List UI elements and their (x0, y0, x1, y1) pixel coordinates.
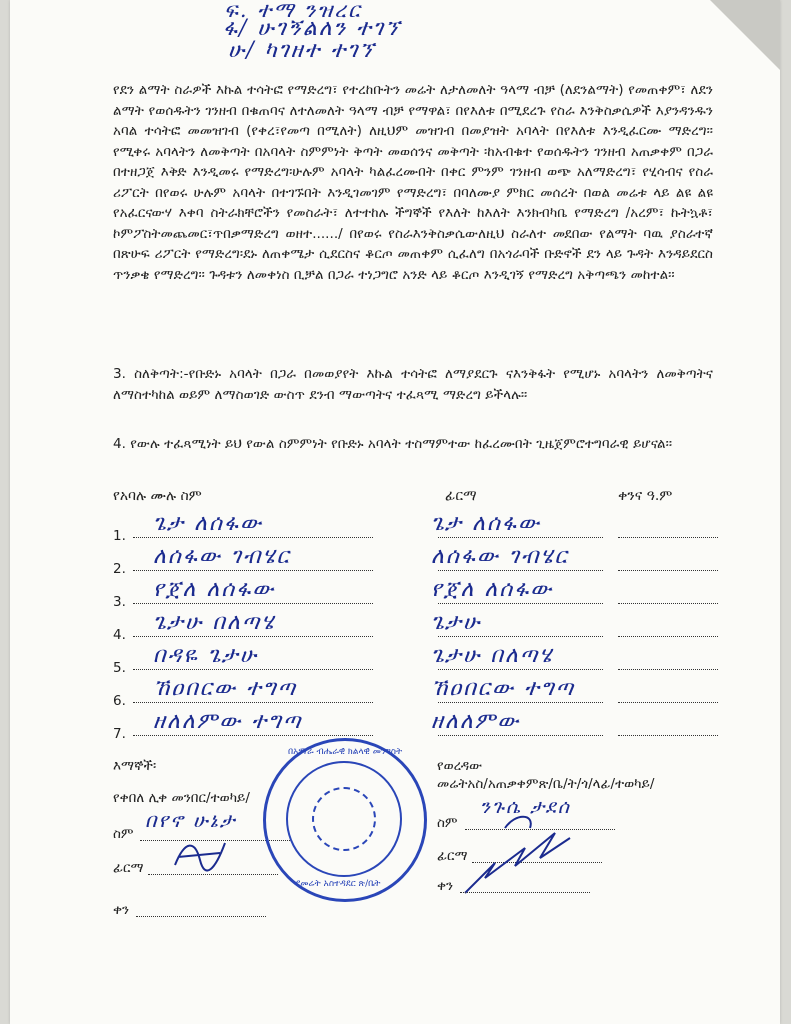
row-number: 7. (113, 726, 126, 742)
folded-corner (710, 0, 780, 70)
receiver-sign-label: ፊርማ (113, 860, 144, 876)
member-signature: የጀለ ለሰፋው (431, 577, 554, 602)
receiver-date-line (136, 916, 266, 917)
paragraph-text: 3. ስለቅጣት:-የቡድኑ አባላት በጋራ በመወያየት እኩል ተሳትፎ ለማያደርጉ ናእንቅፋት የሚሆኑ አባላትን ለመቅጣትና ለማስተካከል ወይም ለማስወገድ ውስጥ ደንብ ማውጣትና ተፈጻሚ ማድረግ ይችላሉ፡፡ (113, 366, 713, 403)
name-line (133, 636, 373, 637)
stamp-top-text: በአማራ ብሔራዊ ክልላዊ መንግስት (288, 747, 403, 757)
row-number: 5. (113, 660, 126, 676)
member-signature: ጌታ ለሰፋው (431, 511, 542, 536)
date-line (618, 603, 718, 604)
stamp-bottom-text: የመሬት አስተዳደር ጽ/ቤት (296, 879, 381, 889)
date-line (618, 537, 718, 538)
receiver-name-label: ስም (113, 826, 134, 842)
member-row (113, 577, 733, 611)
stamp-emblem-icon (312, 787, 376, 851)
name-line (133, 537, 373, 538)
signature-header: ፊርማ (445, 488, 477, 504)
row-number: 3. (113, 594, 126, 610)
receiver-date-label: ቀን (113, 902, 130, 918)
member-row (113, 709, 733, 743)
name-line (133, 570, 373, 571)
signature-line (438, 735, 603, 736)
date-line (618, 735, 718, 736)
signature-line (438, 636, 603, 637)
signature-line (438, 702, 603, 703)
woreda-name-handwriting: ንጉሴ ታደሰ (480, 796, 571, 818)
member-name-handwriting: ጌታ ለሰፋው (153, 511, 264, 536)
member-signature: ጌታሁ (431, 610, 482, 635)
row-number: 6. (113, 693, 126, 709)
paragraph-text: የደን ልማት ስራዎች እኩል ተሳትፎ የማድረግ፣ የተረከቡትን መሬት ለታለመለት ዓላማ ብቻ (ለደንልማት) የመጠቀም፣ ለደን ልማት የወሰዱትን ገንዘብ በቁጠባና ለተለመለት ዓላማ ብቻ የማዋል፣ በየእለቱ በሚደረጉ የስራ እንቅስቃሴዎች እያንዳንዱን አባል ተሳትፎ መመዝገብ (የቀረ፣የመጣ በሚለት) ለዚህም መዝገብ በመያዝት አባላት በየእለቱ እንዲፈርሙ ማድረግ፡፡የሚቀሩ አባላትን ለመቅጣት በአባላት ስምምነት ቅጣት መወሰንና መቅጣት ፡ከአብቁተ የወሰዱትን ገንዘብ አጠቃቀም በጋራ በተዘጋጀ እቅድ እንዲመሩ የማድረግ፡ሁሉም አባላት ካልፈረሙበት በቀር ምንም ገንዘብ ወጭ አለማድረግ፣ የሂሳብና የስራ ሪፖርት በየወሩ ሁሉም አባላት በተገኙበት እንዲገመገም የማድረግ፣ በባለሙያ ምክር መሰረት በወል መሬቱ ላይ ልዩ ልዩ የአፈርናውሃ እቀባ ስትራክቸሮችን የመስራት፣ ለተተከሉ ችግኞች የእለት ከእለት እንክብካቤ የማድረግ /አረም፣ ኩትኳቶ፣ ኮምፖስትመጨመር፣ጥበቃማድረግ ወዘተ....../ በየወሩ የስራእንቅስቃሴውለዚህ ስራለተ መደበው የልማት ባዉ ያስራተኛ በጽሁፍ ሪፖርት የማድረግ፡ደኑ ለጠቀሜታ ሲደርስና ቆርጦ መጠቀም ሲፈለግ በአጎራባች ቡድኖች ደን ላይ ጉዳት እንዳይደርስ ጥንቃቄ የማድረግ፡፡ ጉዳቱን ለመቀነስ ቢቻል በጋራ ተነጋግሮ አንድ ላይ ቆርጦ እንዲገኝ የማድረግ አቅጣጫን መከተል፡፡ (113, 82, 713, 283)
member-signature: ኸዐበርው ተግጣ (431, 676, 576, 701)
name-line (133, 669, 373, 670)
paragraph-text: 4. የውሉ ተፈጻሚነት ይህ የውል ስምምነት የቡድኑ አባላት ተስማምተው ከፈረሙበት ጊዜጀምሮተግባራዊ ይሆናል፡፡ (113, 436, 673, 452)
member-row (113, 511, 733, 545)
member-row (113, 544, 733, 578)
woreda-signature-scribble (455, 808, 575, 898)
member-name-handwriting: ጌታሁ በለጣሄ (153, 610, 276, 635)
effectiveness-clause (113, 434, 713, 455)
name-line (133, 603, 373, 604)
member-name-handwriting: በዳዬ ጌታሁ (153, 643, 259, 668)
member-row (113, 610, 733, 644)
date-line (618, 702, 718, 703)
official-stamp (263, 738, 427, 902)
receiver-signature-scribble (170, 835, 230, 875)
woreda-office-title: መሬትአስ/አጠቃቀምጽ/ቤ/ት/ጎ/ላፊ/ተወካይ/ (437, 776, 655, 792)
member-signature: ለሰፋው ገብሄር (431, 544, 569, 569)
date-header: ቀንና ዓ.ም (618, 488, 673, 504)
signature-line (438, 603, 603, 604)
witnesses-label: እማኞች፡ (113, 758, 157, 774)
signature-line (438, 537, 603, 538)
date-line (618, 669, 718, 670)
member-signature: ጌታሁ በለጣሄ (431, 643, 554, 668)
woreda-name-label: ስም (437, 815, 458, 831)
woreda-date-line (460, 892, 590, 893)
name-line (133, 702, 373, 703)
date-line (618, 636, 718, 637)
member-signature: ዘለለምው (431, 709, 521, 734)
row-number: 1. (113, 528, 126, 544)
member-row (113, 643, 733, 677)
responsibilities-paragraph (113, 80, 713, 285)
woreda-sign-label: ፊርማ (437, 848, 468, 864)
handwritten-note-line-1: ፍ. ተማ ንዝረር (224, 0, 362, 22)
signature-line (438, 669, 603, 670)
member-row (113, 676, 733, 710)
name-line (133, 735, 373, 736)
date-line (618, 570, 718, 571)
member-name-handwriting: የጀለ ለሰፋው (153, 577, 276, 602)
row-number: 4. (113, 627, 126, 643)
row-number: 2. (113, 561, 126, 577)
handwritten-note-line-3: ሁ/ ካገዘተ ተገኘ (228, 38, 376, 63)
member-name-handwriting: ዘለለምው ተግጣ (153, 709, 303, 734)
member-name-handwriting: ኸዐበርው ተግጣ (153, 676, 298, 701)
signature-line (438, 570, 603, 571)
penalty-clause (113, 364, 713, 405)
receiver-name-handwriting: በየኖ ሁኔታ (145, 808, 237, 832)
member-name-header: የአባሉ ሙሉ ስም (113, 488, 202, 504)
receiver-title: የቀበለ ሊቀ መንበር/ተወካይ/ (113, 790, 250, 806)
member-name-handwriting: ለሰፋው ገብሄር (153, 544, 291, 569)
woreda-date-label: ቀን (437, 878, 454, 894)
handwritten-note-line-2: ፋ/ ሁገኝልለን ተገኘ (223, 16, 402, 41)
woreda-label: የወረዳው (437, 758, 483, 774)
